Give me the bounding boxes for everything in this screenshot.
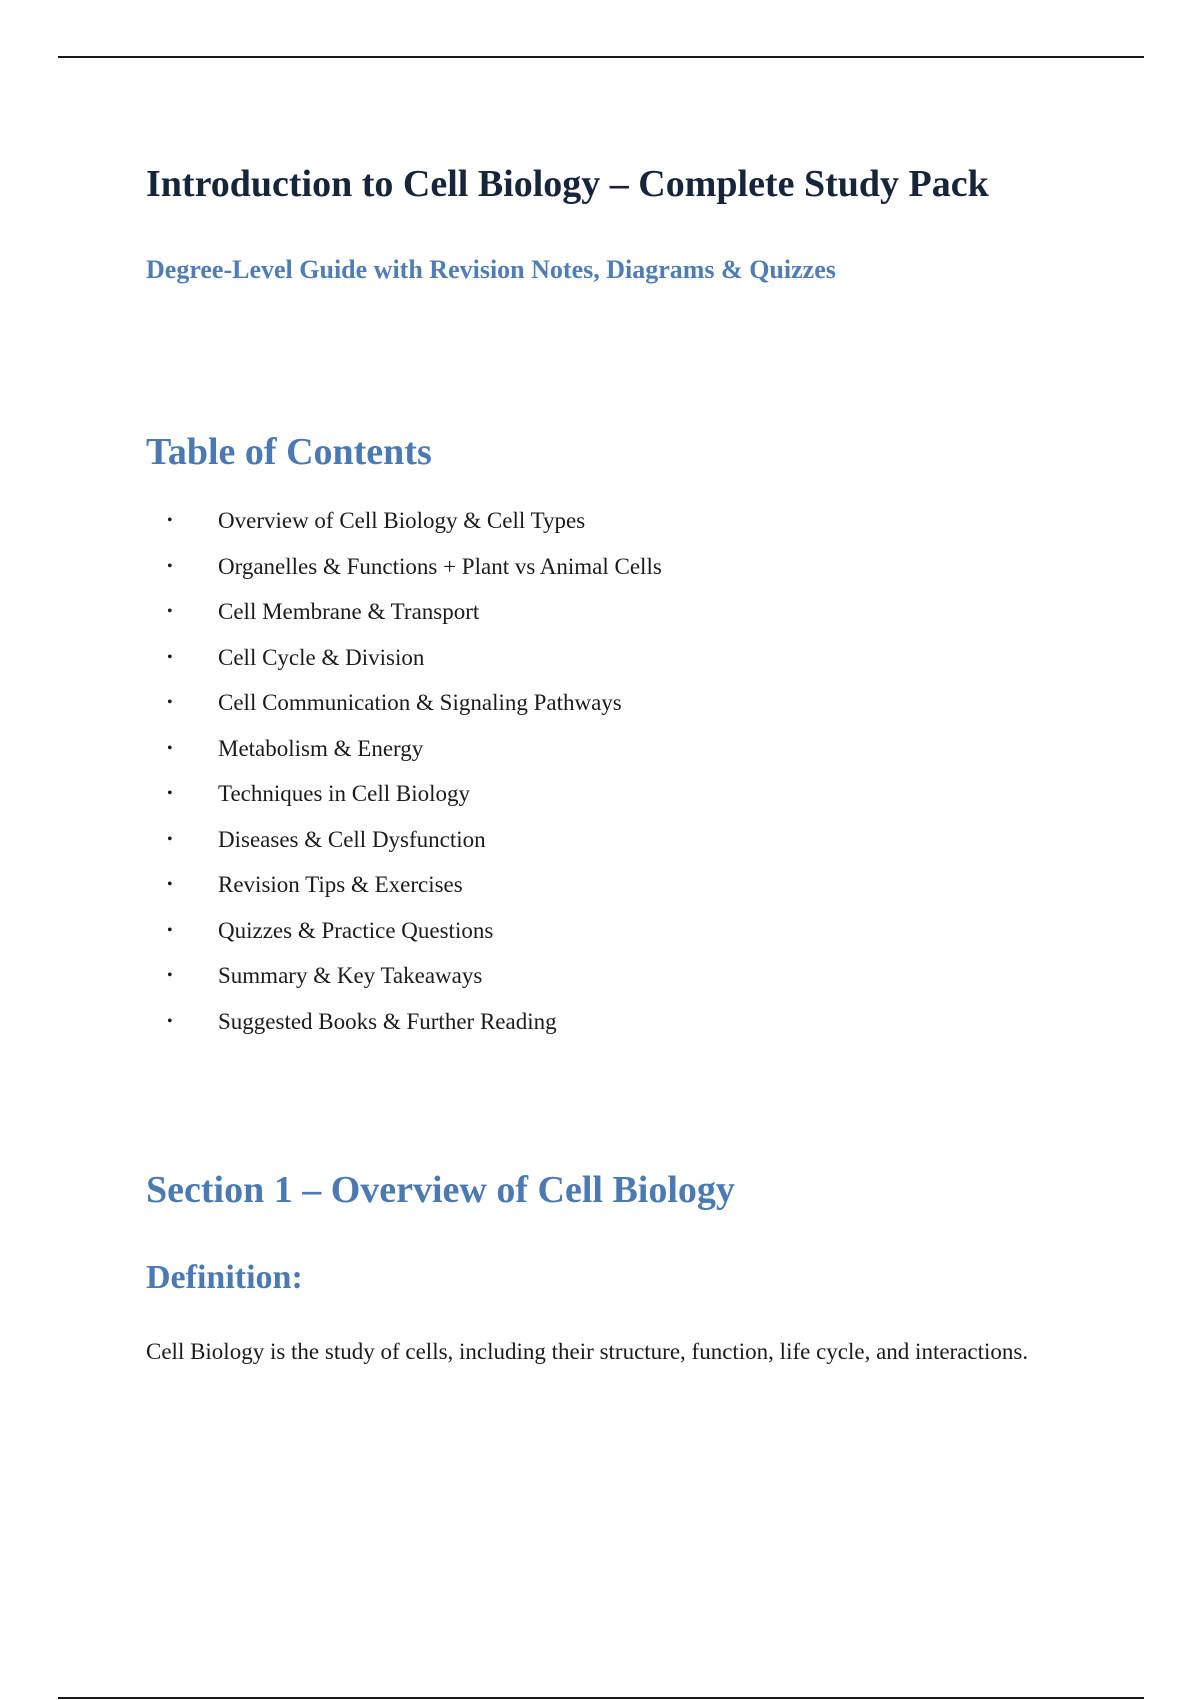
- toc-item-label: Cell Communication & Signaling Pathways: [218, 690, 622, 715]
- bullet-icon: •: [167, 876, 173, 893]
- toc-item-label: Overview of Cell Biology & Cell Types: [218, 508, 586, 533]
- document-title: Introduction to Cell Biology – Complete Study Pack: [146, 163, 989, 205]
- bullet-icon: •: [167, 603, 173, 620]
- toc-item-label: Organelles & Functions + Plant vs Animal Cells: [218, 553, 662, 579]
- toc-item: [146, 726, 662, 772]
- toc-item-label: Techniques in Cell Biology: [218, 781, 471, 806]
- toc-item-label: Cell Cycle & Division: [218, 644, 425, 670]
- toc-item-label: Diseases & Cell Dysfunction: [218, 826, 486, 852]
- toc-item-label: Cell Membrane & Transport: [218, 599, 480, 624]
- bullet-icon: •: [167, 512, 173, 529]
- toc-item: [146, 908, 662, 954]
- bullet-icon: •: [167, 1012, 173, 1030]
- toc-item: [146, 589, 662, 635]
- header-rule: [58, 56, 1144, 58]
- toc-item-label: Suggested Books & Further Reading: [218, 1008, 557, 1034]
- bullet-icon: •: [167, 739, 173, 757]
- section-heading: Section 1 – Overview of Cell Biology: [146, 1169, 735, 1211]
- toc-heading: Table of Contents: [146, 431, 432, 473]
- toc-item: [146, 953, 662, 999]
- toc-item-label: Metabolism & Energy: [218, 735, 424, 761]
- toc-item: [146, 999, 662, 1045]
- toc-item: [146, 680, 662, 726]
- toc-item: [146, 498, 662, 544]
- bullet-icon: •: [167, 921, 173, 939]
- definition-heading: Definition:: [146, 1259, 303, 1296]
- bullet-icon: •: [167, 967, 173, 984]
- bullet-icon: •: [167, 785, 173, 802]
- toc-item: [146, 817, 662, 863]
- definition-text: Cell Biology is the study of cells, including their structure, function, life cycle, and interactions.: [146, 1339, 1029, 1364]
- toc-item-label: Quizzes & Practice Questions: [218, 917, 494, 943]
- toc-item: [146, 635, 662, 681]
- toc-item-label: Summary & Key Takeaways: [218, 963, 483, 988]
- bullet-icon: •: [167, 648, 173, 666]
- bullet-icon: •: [167, 830, 173, 848]
- toc-item-label: Revision Tips & Exercises: [218, 872, 463, 897]
- document-subtitle: Degree-Level Guide with Revision Notes, Diagrams & Quizzes: [146, 255, 836, 284]
- toc-item: [146, 862, 662, 908]
- toc-item: [146, 544, 662, 590]
- bullet-icon: •: [167, 557, 173, 575]
- toc-item: [146, 771, 662, 817]
- bullet-icon: •: [167, 694, 173, 711]
- footer-rule: [58, 1697, 1144, 1699]
- toc-list: [146, 498, 662, 1044]
